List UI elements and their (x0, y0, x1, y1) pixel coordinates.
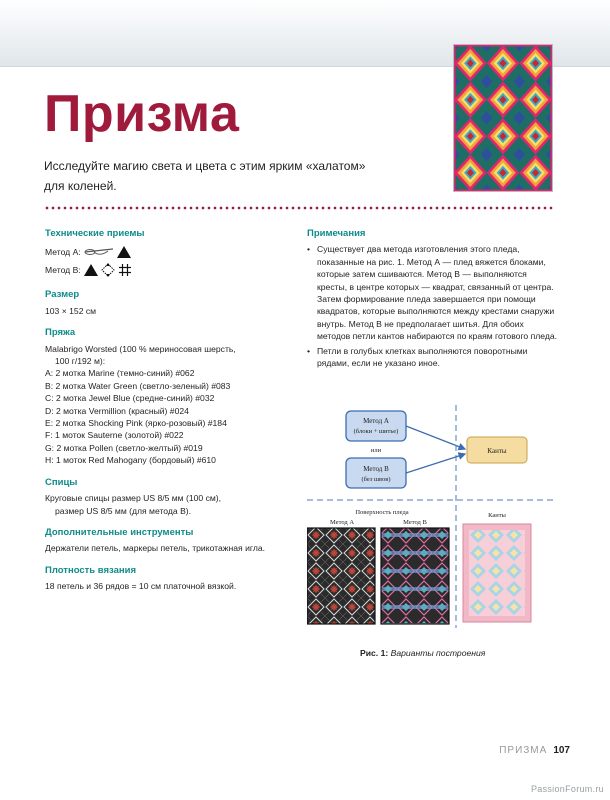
page-footer (499, 745, 570, 756)
triangle-icon (117, 246, 131, 258)
yarn-item: H: 1 моток Red Mahogany (бордовый) #610 (45, 455, 216, 466)
notes-heading: Примечания (307, 228, 366, 239)
method-b-box-sub: (без швов) (361, 476, 391, 483)
needle-thread-icon (84, 246, 114, 258)
method-a-box (346, 411, 406, 441)
borders-box-label: Канты (487, 447, 507, 455)
yarn-intro-1: Malabrigo Worsted (100 % мериносовая шерсть, (45, 343, 236, 354)
method-a-row (45, 243, 285, 261)
method-b-box-label: Метод В (363, 465, 389, 473)
method-a-label: Метод А: (45, 247, 81, 258)
needles-line-2: размер US 8/5 мм (для метода В). (55, 505, 192, 516)
tools-heading: Дополнительные инструменты (45, 526, 194, 538)
size-section (45, 289, 285, 317)
caption-text: Варианты построения (390, 648, 486, 658)
right-column (307, 228, 557, 371)
yarn-heading: Пряжа (45, 327, 76, 339)
label-method-a: Метод А (329, 519, 355, 526)
yarn-item: C: 2 мотка Jewel Blue (средне-синий) #032 (45, 393, 215, 404)
watermark: PassionForum.ru (530, 784, 604, 794)
yarn-item: D: 2 мотка Vermillion (красный) #024 (45, 405, 189, 416)
triangle-icon-b (84, 264, 98, 276)
dotted-divider (44, 206, 554, 210)
yarn-item: F: 1 моток Sauterne (золотой) #022 (45, 430, 184, 441)
gauge-value: 18 петель и 36 рядов = 10 см платочной вязкой. (45, 581, 237, 592)
yarn-item: A: 2 мотка Marine (темно-синий) #062 (45, 368, 195, 379)
label-method-b: Метод В (403, 519, 427, 526)
tools-value: Держатели петель, маркеры петель, трикотажная игла. (45, 543, 266, 554)
page-number: 107 (553, 745, 570, 756)
method-b-label: Метод В: (45, 265, 81, 276)
needles-heading: Спицы (45, 476, 78, 488)
or-label: или (370, 447, 382, 454)
method-a-box-sub: (блоки + шитье) (353, 428, 399, 435)
caption-label: Рис. 1: (360, 648, 389, 658)
label-borders: Канты (488, 512, 506, 519)
blanket-photo (453, 44, 553, 192)
notes-list (307, 243, 557, 369)
note-item: • Петли в голубых клетках выполняются поворотными рядами, если не указано иное. (307, 345, 557, 370)
blanket-method-a (307, 528, 375, 624)
yarn-item: G: 2 мотка Pollen (светло-желтый) #019 (45, 442, 203, 453)
diamond-arrows-icon (101, 263, 115, 277)
borders-box (467, 437, 527, 463)
method-b-row (45, 261, 285, 279)
construction-diagram (307, 400, 557, 630)
blanket-borders (463, 524, 531, 622)
yarn-item: E: 2 мотка Shocking Pink (ярко-розовый) #184 (45, 418, 227, 429)
figure-caption (360, 648, 485, 658)
blanket-method-b (381, 528, 449, 624)
left-column (45, 228, 285, 603)
needles-section (45, 477, 285, 517)
techniques-section (45, 228, 285, 279)
page-title: Призма (44, 85, 240, 143)
gauge-section (45, 565, 285, 593)
size-value: 103 × 152 см (45, 305, 97, 316)
method-b-box (346, 458, 406, 488)
footer-section: ПРИЗМА (499, 745, 548, 756)
surface-label: Поверхность пледа (355, 509, 409, 516)
subtitle: Исследуйте магию света и цвета с этим ярким «халатом» для коленей. (44, 159, 366, 193)
yarn-intro-2: 100 г/192 м): (55, 356, 106, 367)
note-item: • Существует два метода изготовления этого пледа, показанные на рис. 1. Метод А — плед вяжется блоками, которые затем сшиваются. Метод В — выполняются кресты, в центре которых — квадрат, связанный от центра. Затем формирование пледа завершается при помощи квадратов, которые выполняются между крестами снаружи внутрь. Метод В не предполагает шитья. Для обоих методов петли кантов набираются по краям готового пледа. (307, 243, 557, 342)
gauge-heading: Плотность вязания (45, 564, 137, 576)
needles-line-1: Круговые спицы размер US 8/5 мм (100 см), (45, 493, 222, 504)
yarn-section (45, 327, 285, 466)
size-heading: Размер (45, 289, 80, 301)
grid-hash-icon (118, 263, 132, 277)
yarn-item: B: 2 мотка Water Green (светло-зеленый) #083 (45, 380, 231, 391)
tools-section (45, 527, 285, 555)
techniques-heading: Технические приемы (45, 228, 145, 239)
method-a-box-label: Метод А (363, 417, 389, 425)
